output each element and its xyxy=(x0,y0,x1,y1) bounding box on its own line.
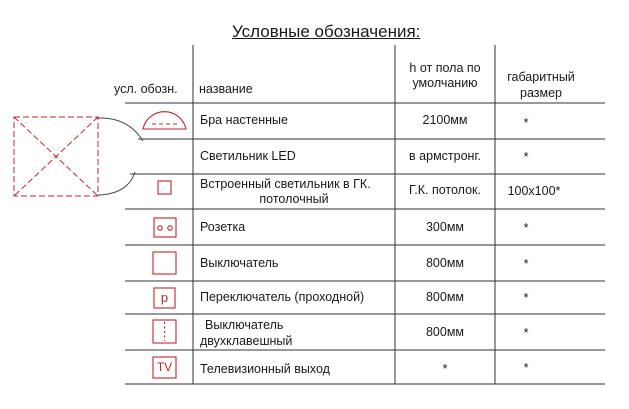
row-height: 800мм xyxy=(425,256,465,270)
double-switch-icon xyxy=(153,320,176,343)
header-height-line2: умолчанию xyxy=(412,76,478,90)
header-symbol: усл. обозн. xyxy=(114,82,178,96)
recessed-light-square-icon xyxy=(158,181,171,194)
row-height: Г.К. потолок. xyxy=(409,183,481,197)
row-name: Выключатель xyxy=(200,256,279,270)
header-height-line1: h от пола по xyxy=(409,61,481,75)
row-height: в армстронг. xyxy=(409,149,481,163)
row-name-line2: двухклавешный xyxy=(200,334,293,348)
row-name-line2: потолочный xyxy=(259,192,329,206)
row-size: * xyxy=(523,361,529,375)
row-height: * xyxy=(442,362,448,376)
page-title: Условные обозначения: xyxy=(232,22,421,41)
row-height: 300мм xyxy=(425,220,465,234)
row-name: Переключатель (проходной) xyxy=(200,290,365,304)
row-name: Телевизионный выход xyxy=(200,362,330,376)
switch-icon xyxy=(153,252,176,274)
row-height: 800мм xyxy=(425,325,465,339)
row-size: * xyxy=(523,291,529,305)
row-size: 100х100* xyxy=(507,184,561,198)
row-height: 2100мм xyxy=(422,113,468,127)
row-name-line1: Выключатель xyxy=(205,318,284,332)
row-size: * xyxy=(523,326,529,340)
row-name-line1: Встроенный светильник в ГК. xyxy=(200,177,371,191)
header-size-line1: габаритный xyxy=(507,70,575,84)
tv-outlet-letters: TV xyxy=(156,360,173,374)
header-size-line2: размер xyxy=(520,86,562,100)
header-name: название xyxy=(199,82,253,96)
row-name: Светильник LED xyxy=(200,149,296,163)
row-size: * xyxy=(523,257,529,271)
pass-switch-letter: p xyxy=(160,290,169,305)
row-size: * xyxy=(523,221,529,235)
row-size: * xyxy=(523,150,529,164)
row-name: Розетка xyxy=(200,220,246,234)
socket-icon xyxy=(154,218,176,237)
row-name: Бра настенные xyxy=(200,113,288,127)
wall-sconce-icon xyxy=(143,112,186,129)
led-panel-symbol xyxy=(14,117,143,196)
row-size: * xyxy=(523,116,529,130)
row-height: 800мм xyxy=(425,290,465,304)
